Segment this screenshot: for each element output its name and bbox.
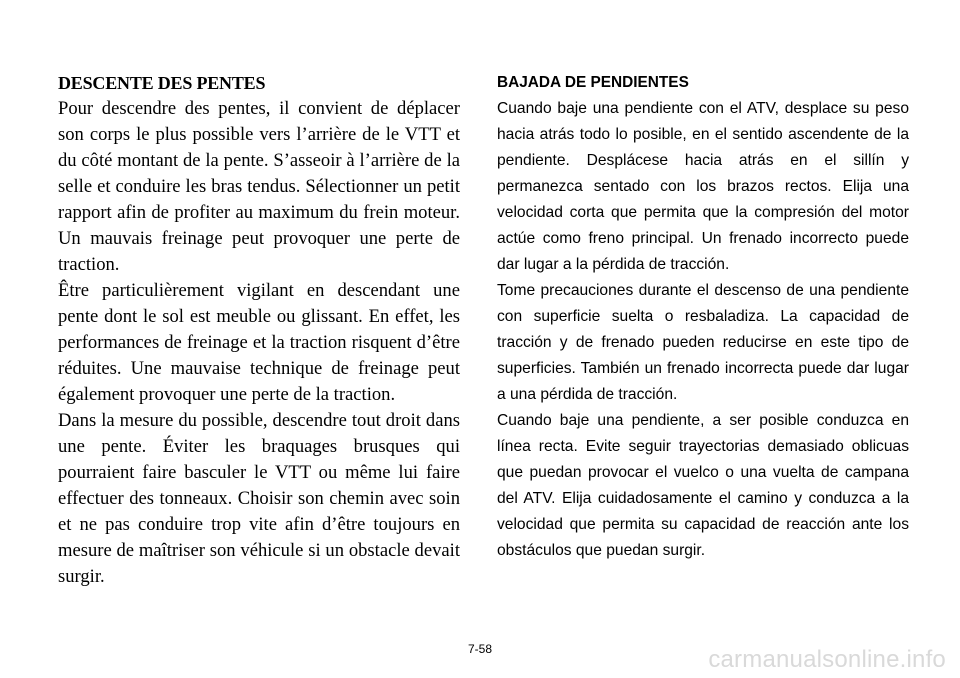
page-number: 7-58 bbox=[467, 642, 493, 656]
spanish-paragraph-2: Tome precauciones durante el descenso de una pendiente con superficie suelta o resbaladiza. La capacidad de tracción y de frenado pueden reducirse en este tipo de superficies. También un frenado incorrecta puede dar lugar a una pérdida de tracción. bbox=[497, 282, 909, 403]
french-paragraph-1: Pour descendre des pentes, il convient de déplacer son corps le plus possible vers l’arrière de le VTT et du côté montant de la pente. S’asseoir à l’arrière de la selle et conduire les bras tendus. Sélectionner un petit rapport afin de profiter au maximum du frein moteur. Un mauvais freinage peut provoquer une perte de traction. bbox=[58, 98, 460, 275]
spanish-column bbox=[497, 70, 909, 564]
watermark: carmanualsonline.info bbox=[708, 646, 946, 673]
spanish-heading: BAJADA DE PENDIENTES bbox=[497, 74, 689, 91]
spanish-paragraph-3: Cuando baje una pendiente, a ser posible conduzca en línea recta. Evite seguir trayectorias demasiado oblicuas que puedan provocar el vuelco o una vuelta de campana del ATV. Elija cuidadosamente el camino y conduzca a la velocidad que permita su capacidad de reacción ante los obstáculos que puedan surgir. bbox=[497, 412, 909, 559]
french-paragraph-3: Dans la mesure du possible, descendre tout droit dans une pente. Éviter les braquages brusques qui pourraient faire basculer le VTT ou même lui faire effectuer des tonneaux. Choisir son chemin avec soin et ne pas conduire trop vite afin d’être toujours en mesure de maîtriser son véhicule si un obstacle devait surgir. bbox=[58, 410, 460, 587]
french-column bbox=[58, 70, 460, 590]
french-heading: DESCENTE DES PENTES bbox=[58, 73, 266, 93]
spanish-paragraph-1: Cuando baje una pendiente con el ATV, desplace su peso hacia atrás todo lo posible, en el sentido ascendente de la pendiente. Desplácese hacia atrás en el sillín y permanezca sentado con los brazos rectos. Elija una velocidad corta que permita que la compresión del motor actúe como freno principal. Un frenado incorrecto puede dar lugar a la pérdida de tracción. bbox=[497, 100, 909, 273]
french-paragraph-2: Être particulièrement vigilant en descendant une pente dont le sol est meuble ou glissant. En effet, les performances de freinage et la traction risquent d’être réduites. Une mauvaise technique de freinage peut également provoquer une perte de la traction. bbox=[58, 280, 460, 405]
